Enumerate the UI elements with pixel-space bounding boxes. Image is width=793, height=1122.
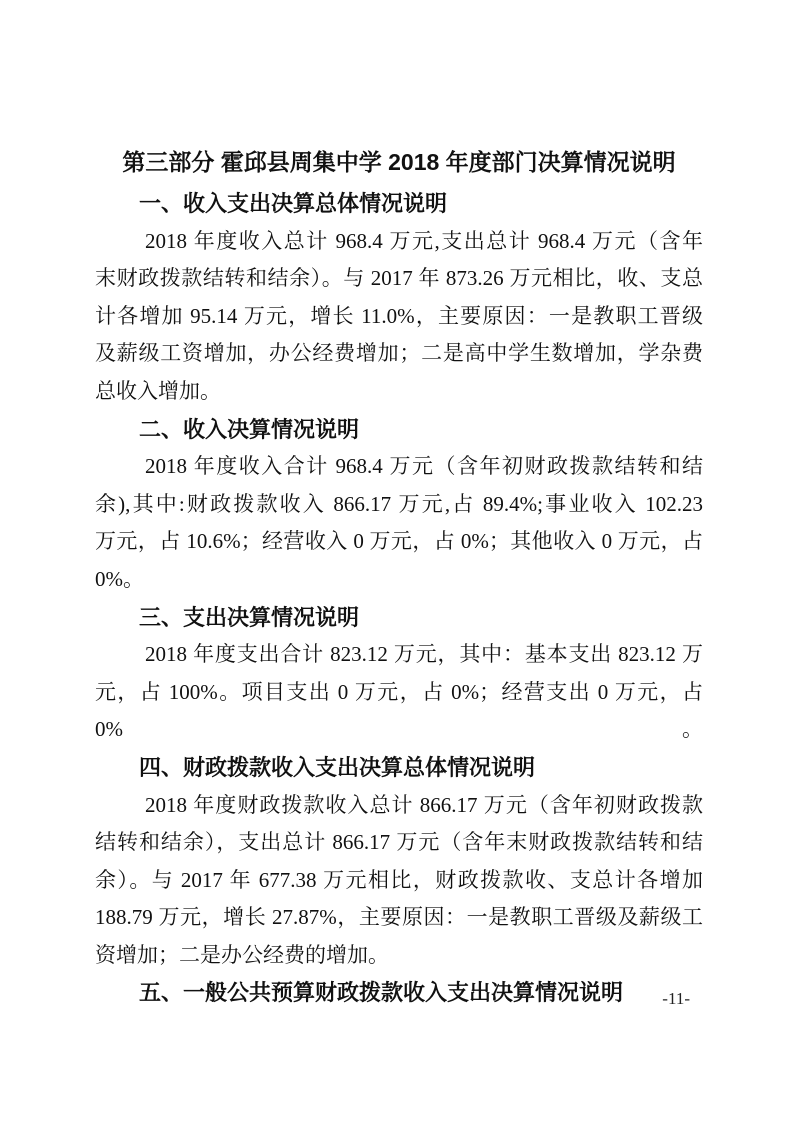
paragraph-line: 及薪级工资增加，办公经费增加；二是高中学生数增加，学杂费 [95, 341, 703, 366]
document-page [95, 143, 703, 1012]
section-heading: 三、支出决算情况说明 [139, 604, 360, 630]
section-heading: 一、收入支出决算总体情况说明 [139, 191, 448, 216]
section-overall-income-expense [95, 185, 703, 411]
paragraph-line: 末财政拨款结转和结余）。与 2017 年 873.26 万元相比，收、支总 [95, 266, 703, 291]
paragraph-line: 0%。 [95, 566, 144, 591]
paragraph-line: 188.79 万元，增长 27.87%，主要原因：一是教职工晋级及薪级工 [95, 905, 703, 930]
section-heading: 四、财政拨款收入支出决算总体情况说明 [139, 754, 536, 780]
section-income-final-accounts [95, 411, 703, 599]
paragraph-line: 结转和结余），支出总计 866.17 万元（含年末财政拨款结转和结 [95, 830, 703, 855]
section-heading: 五、一般公共预算财政拨款收入支出决算情况说明 [139, 980, 624, 1006]
section-expense-final-accounts [95, 599, 703, 749]
paragraph-line: 元，占 100%。项目支出 0 万元，占 0%；经营支出 0 万元，占 0%。 [95, 679, 703, 742]
paragraph-line: 计各增加 95.14 万元，增长 11.0%，主要原因：一是教职工晋级 [95, 303, 703, 328]
paragraph [95, 636, 703, 749]
paragraph [95, 448, 703, 598]
paragraph-line: 余）。与 2017 年 677.38 万元相比，财政拨款收、支总计各增加 [95, 867, 703, 892]
section-heading: 二、收入决算情况说明 [139, 416, 360, 442]
paragraph-line: 万元，占 10.6%；经营收入 0 万元，占 0%；其他收入 0 万元，占 [95, 529, 703, 554]
paragraph-line: 2018 年度收入合计 968.4 万元（含年初财政拨款结转和结 [145, 454, 703, 479]
paragraph [95, 787, 703, 975]
paragraph-line: 2018 年度收入总计 968.4 万元,支出总计 968.4 万元（含年 [145, 228, 703, 253]
section-general-public-budget [95, 974, 703, 1012]
paragraph-line: 总收入增加。 [95, 378, 221, 403]
page-number: -11- [662, 989, 690, 1008]
document-title: 第三部分 霍邱县周集中学 2018 年度部门决算情况说明 [122, 149, 676, 175]
paragraph-line: 余),其中:财政拨款收入 866.17 万元,占 89.4%;事业收入 102.23 [95, 491, 703, 516]
paragraph-line: 2018 年度支出合计 823.12 万元，其中：基本支出 823.12 万 [145, 642, 703, 667]
section-fiscal-appropriation-overview [95, 749, 703, 975]
paragraph [95, 223, 703, 411]
paragraph-line: 资增加；二是办公经费的增加。 [95, 942, 389, 967]
paragraph-line: 2018 年度财政拨款收入总计 866.17 万元（含年初财政拨款 [145, 792, 703, 817]
